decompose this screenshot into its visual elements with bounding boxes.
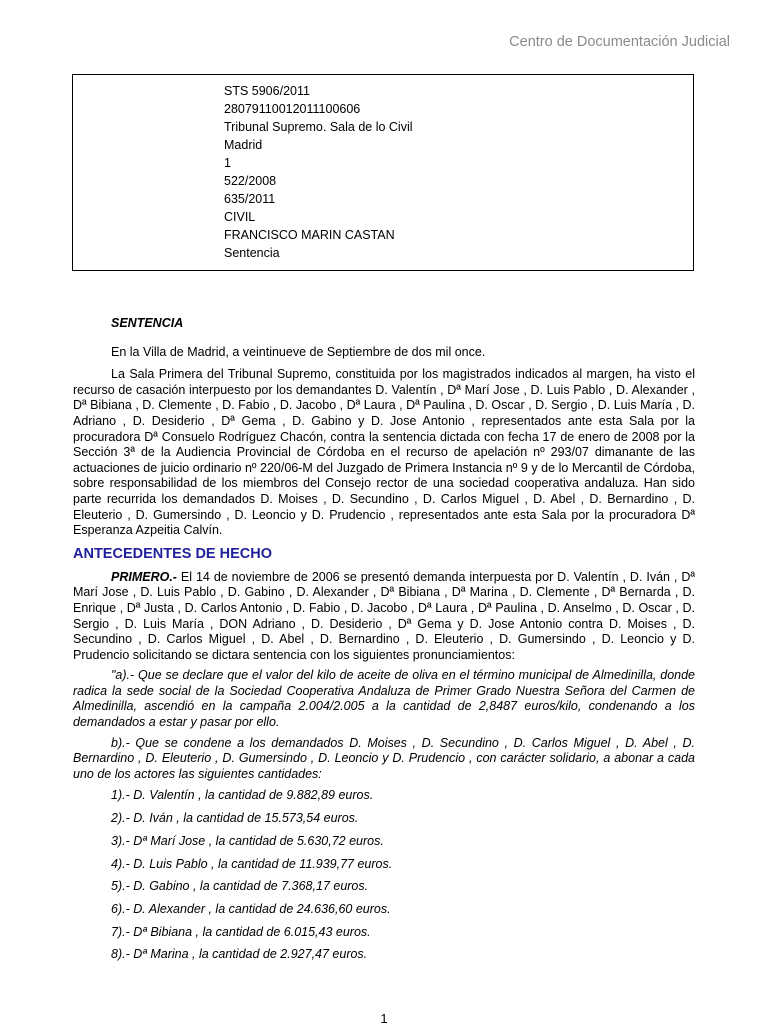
metadata-value: CIVIL	[224, 210, 256, 224]
paragraph-primero	[73, 570, 695, 664]
metadata-value: Madrid	[224, 138, 263, 152]
sentencia-title: SENTENCIA	[111, 316, 184, 330]
metadata-value: 522/2008	[224, 174, 277, 188]
document-body	[73, 314, 695, 966]
document-metadata-box	[72, 74, 694, 271]
amount-list-item: 4).- D. Luis Pablo , la cantidad de 11.939,77 euros.	[111, 856, 393, 871]
amount-list-item: 7).- Dª Bibiana , la cantidad de 6.015,43 euros.	[111, 924, 371, 939]
quote-b-paragraph: b).- Que se condene a los demandados D. Moises , D. Secundino , D. Carlos Miguel , D. Abel , D. Bernardino , D. Eleuterio , D. Gumersindo , D. Leoncio y D. Prudencio , con carácter solidario, a abonar a cada uno de los actores las siguientes cantidades:	[73, 735, 695, 781]
section-title-antecedentes: ANTECEDENTES DE HECHO	[73, 545, 272, 562]
metadata-value: STS 5906/2011	[224, 84, 310, 98]
primero-text: El 14 de noviembre de 2006 se presentó demanda interpuesta por D. Valentín , D. Iván , Dª Marí Jose , D. Luis Pablo , D. Gabino , D. Alexander , Dª Bibiana , Dª Marina , D. Clemente , Dª Bernarda , D. Enrique , Dª Justa , D. Carlos Antonio , D. Fabio , D. Jacobo , Dª Laura , Dª Paulina , D. Anselmo , D. Oscar , D. Sergio , D. Luis María , DON Adriano , D. Desiderio , Dª Gema y D. Jose Antonio contra D. Moises , D. Secundino , D. Carlos Miguel , D. Abel , D. Bernardino , D. Eleuterio , D. Gumersindo , D. Leoncio y D. Prudencio solicitando se dictara sentencia con los siguientes pronunciamientos:	[73, 569, 695, 662]
metadata-value: Sentencia	[224, 246, 280, 260]
metadata-value: 1	[224, 156, 231, 170]
paragraph-recurso: La Sala Primera del Tribunal Supremo, constituida por los magistrados indicados al margen, ha visto el recurso de casación interpuesto por los demandantes D. Valentín , Dª Marí Jose , D. Luis Pablo , D. Alexander , Dª Bibiana , D. Clemente , D. Fabio , D. Jacobo , Dª Laura , Dª Paulina , D. Oscar , D. Sergio , D. Luis María , D. Adriano , D. Desiderio , Dª Gema , D. Gabino y D. Jose Antonio , representados ante esta Sala por la procuradora Dª Consuelo Rodríguez Chacón, contra la sentencia dictada con fecha 17 de enero de 2008 por la Sección 3ª de la Audiencia Provincial de Córdoba en el recurso de apelación nº 293/07 dimanante de las actuaciones de juicio ordinario nº 220/06-M del Juzgado de Primera Instancia nº 9 y de lo Mercantil de Córdoba, sobre responsabilidad de los miembros del Consejo rector de una sociedad cooperativa andaluza. Han sido parte recurrida los demandados D. Moises , D. Secundino , D. Carlos Miguel , D. Abel , D. Bernardino , D. Eleuterio , D. Gumersindo , D. Leoncio y D. Prudencio , representados ante esta Sala por la procuradora Dª Esperanza Azpeitia Calvín.	[73, 367, 695, 538]
quote-a-paragraph: "a).- Que se declare que el valor del kilo de aceite de oliva en el término municipal de Almedinilla, donde radica la sede social de la Sociedad Cooperativa Andaluza de Primer Grado Nuestra Señora del Carmen de Almedinilla, ascendió en la campaña 2.004/2.005 a la cantidad de 2,8487 euros/kilo, condenando a los demandados a estar y pasar por ello.	[73, 668, 695, 730]
amount-list-item: 8).- Dª Marina , la cantidad de 2.927,47 euros.	[111, 947, 368, 962]
metadata-value: Tribunal Supremo. Sala de lo Civil	[224, 120, 413, 134]
page-number: 1	[380, 1011, 388, 1026]
amount-list-item: 3).- Dª Marí Jose , la cantidad de 5.630,72 euros.	[111, 833, 384, 848]
intro-paragraph: En la Villa de Madrid, a veintinueve de Septiembre de dos mil once.	[111, 344, 486, 359]
amount-list-item: 6).- D. Alexander , la cantidad de 24.636,60 euros.	[111, 901, 391, 916]
metadata-value: 28079110012011100606	[224, 102, 361, 116]
amount-list-item: 5).- D. Gabino , la cantidad de 7.368,17 euros.	[111, 879, 369, 894]
metadata-value: 635/2011	[224, 192, 276, 206]
amount-list-item: 1).- D. Valentín , la cantidad de 9.882,89 euros.	[111, 788, 374, 803]
primero-label: PRIMERO.-	[111, 569, 177, 584]
document-header-title: Centro de Documentación Judicial	[509, 34, 730, 50]
metadata-value: FRANCISCO MARIN CASTAN	[224, 228, 395, 242]
amount-list-item: 2).- D. Iván , la cantidad de 15.573,54 euros.	[111, 811, 359, 826]
